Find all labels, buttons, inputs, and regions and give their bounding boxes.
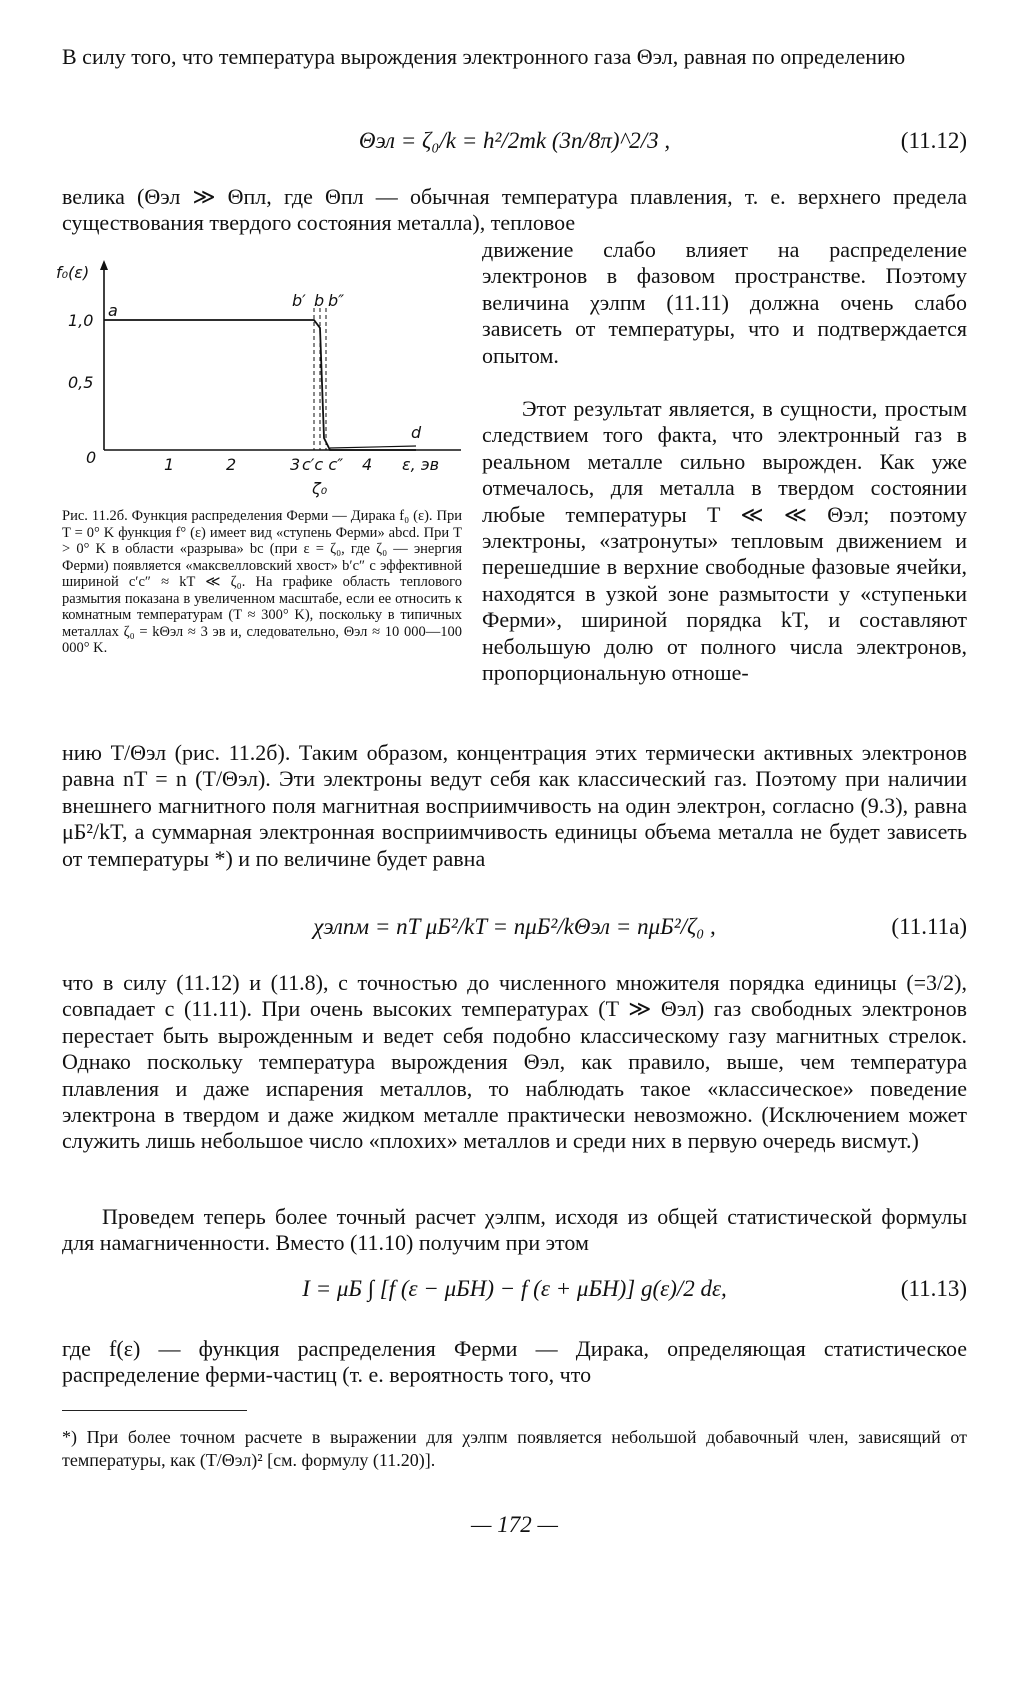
fermi-step-curve [104,320,416,450]
paragraph-after-11-11a: что в силу (11.12) и (11.8), с точностью до численного множителя порядка единицы (=3/2), совпадает с (11.11). При очень высоких температурах (T ≫ Θэл) газ свободных электронов перестает быть вырожденным и ведет себя подобно классическому газу магнитных стрелок. Однако поскольку температура вырождения Θэл, как правило, выше, чем температура плавления и даже испарения металлов, то наблюдать такое «классическое» поведение электрона в твердом и даже жидком металле практически невозможно. (Исключением может служить лишь небольшое число «плохих» металлов и среди них в первую очередь висмут.) [62,970,967,1154]
paragraph-side-2: Этот результат является, в сущности, простым следствием того факта, что электронный газ в реальном металле сильно вырожден. Как уже отмечалось, для металла в твердом состоянии любые температуры T ≪ ≪ Θэл; поэтому электроны, «затронуты» тепловым движением и перешедшие в верхние свободные фазовые ячейки, находятся в узкой зоне размытости у «ступеньки Ферми», шириной порядка kT, и составляют небольшую долю от полного числа электронов, пропорциональную отноше- [482,396,967,686]
point-b-dprime-label: b″ [328,291,345,310]
footnote: *) При более точном расчете в выражении для χэлпм появляется небольшой добавочный член, зависящий от температуры, как (T/Θэл)² [см. формулу (11.20)]. [62,1427,967,1470]
paragraph-continue: нию T/Θэл (рис. 11.2б). Таким образом, концентрация этих термически активных электронов равна nT = n (T/Θэл). Эти электроны ведут себя как классический газ. Поэтому при наличии внешнего магнитного поля магнитная восприимчивость на один электрон, согласно (9.3), равна μБ²/kT, а суммарная электронная восприимчивость единицы объема металла не будет зависеть от температуры *) и по величине будет равна [62,740,967,871]
x-tick-2: 2 [226,455,237,474]
footnote-divider [62,1410,247,1411]
zeta-label: ζ₀ [312,479,328,498]
x-tick-3: 3 [290,455,301,474]
equation-number: (11.13) [900,1276,967,1301]
tail-line [330,446,416,448]
equation-body: Θэл = ζ₀/k = h²/2mk (3n/8π)^2/3 , [358,128,671,153]
y-axis-arrow-icon [100,260,108,270]
figure-fermi-distribution [56,258,486,748]
x-tick-4: 4 [362,455,373,474]
point-c-group-label: c′c c″ [302,455,344,474]
equation-11-12 [62,114,967,174]
point-b-prime-label: b′ [292,291,306,310]
point-d-label: d [411,423,422,442]
equation-body: χэлпм = nT μБ²/kT = nμБ²/kΘэл = nμБ²/ζ₀ , [313,914,716,939]
y-tick-1: 1,0 [68,311,94,330]
x-axis-label: ε, эв [402,455,440,474]
y-axis-label: f₀(ε) [56,263,90,282]
fermi-step-plot [56,258,486,508]
equation-number: (11.11а) [891,914,967,939]
equation-11-13 [62,1262,967,1322]
y-tick-05: 0,5 [68,373,94,392]
paragraph-calc: Проведем теперь более точный расчет χэлпм, исходя из общей статистической формулы для намагниченности. Вместо (11.10) получим при этом [62,1204,967,1256]
equation-body: I = μБ ∫ [f (ε − μБH) − f (ε + μБH)] g(ε)/2 dε, [302,1276,727,1301]
figure-caption: Рис. 11.2б. Функция распределения Ферми — Дирака f₀ (ε). При T = 0° K функция f° (ε) имеет вид «ступень Ферми» abcd. При T > 0° K в области «разрыва» bc (при ε = ζ₀, где ζ₀ — энергия Ферми) появляется «максвелловский хвост» b′c″ с эффективной шириной c′c″ ≈ kT ≪ ζ₀. На графике область теплового размытия показана в увеличенном масштабе, если ее относить к комнатным температурам (T ≈ 300° K), поскольку в типичных металлах ζ₀ = kΘэл ≈ 3 эв и, следовательно, Θэл ≈ 10 000—100 000° K. [62,508,462,656]
paragraph-intro: В силу того, что температура вырождения электронного газа Θэл, равная по определению [62,44,906,69]
point-a-label: a [108,301,118,320]
x-tick-1: 1 [164,455,175,474]
equation-number: (11.12) [900,128,967,153]
y-tick-0: 0 [86,448,97,467]
point-b-label: b [314,291,325,310]
paragraph-final: где f(ε) — функция распределения Ферми — Дирака, определяющая статистическое распределение ферми-частиц (т. е. вероятность того, что [62,1336,967,1388]
page-number: — 172 — [471,1512,558,1537]
paragraph-side-1: движение слабо влияет на распределение электронов в фазовом пространстве. Поэтому величина χэлпм (11.11) должна очень слабо зависеть от температуры, что и подтверждается опытом. [482,237,967,368]
equation-11-11a [62,900,967,960]
paragraph-after-11-12: велика (Θэл ≫ Θпл, где Θпл — обычная температура плавления, т. е. верхнего предела существования твердого состояния металла), тепловое [62,184,967,236]
